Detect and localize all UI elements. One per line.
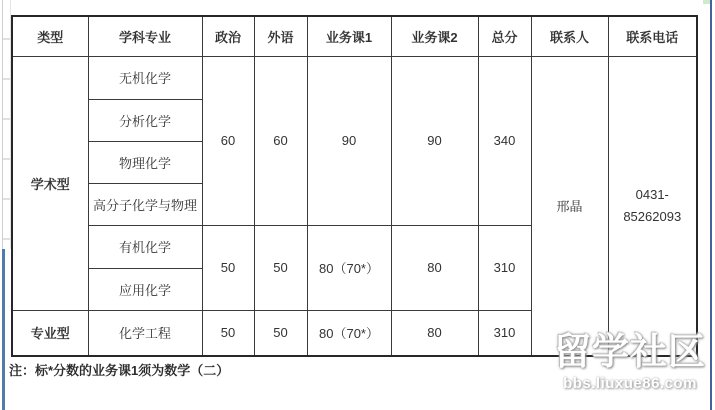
major-cell: 应用化学 (88, 268, 202, 310)
footnote: 注：标*分数的业务课1须为数学（二） (9, 363, 230, 378)
major-cell: 化学工程 (88, 310, 202, 356)
left-blue-edge (2, 249, 5, 410)
header-type: 类型 (12, 16, 88, 56)
type-cell-academic: 学术型 (12, 56, 88, 310)
score-politics: 50 (202, 310, 254, 356)
admission-score-table (11, 15, 698, 357)
top-right-corner-accent (703, 0, 710, 4)
score-total: 310 (478, 225, 531, 310)
table-row (12, 56, 697, 99)
score-course1: 80（70*） (307, 310, 391, 356)
score-politics: 60 (202, 56, 254, 225)
header-foreign-language: 外语 (254, 16, 307, 56)
major-cell: 物理化学 (88, 141, 202, 183)
header-contact-phone: 联系电话 (608, 16, 697, 56)
right-blue-edge (710, 0, 712, 410)
score-course1: 90 (307, 56, 391, 225)
watermark-url: bbs.liuxue86.com (563, 374, 697, 392)
score-course2: 90 (391, 56, 478, 225)
major-cell: 有机化学 (88, 225, 202, 268)
type-cell-professional: 专业型 (12, 310, 88, 356)
score-politics: 50 (202, 225, 254, 310)
score-foreign: 50 (254, 310, 307, 356)
table-header-row (12, 16, 697, 56)
score-course2: 80 (391, 310, 478, 356)
major-cell: 分析化学 (88, 99, 202, 141)
contact-name-cell: 邢晶 (531, 56, 608, 356)
score-total: 310 (478, 310, 531, 356)
phone-line-2: 85262093 (623, 209, 682, 225)
header-total: 总分 (478, 16, 531, 56)
header-politics: 政治 (202, 16, 254, 56)
score-total: 340 (478, 56, 531, 225)
header-major: 学科专业 (88, 16, 202, 56)
major-cell: 高分子化学与物理 (88, 183, 202, 225)
score-foreign: 50 (254, 225, 307, 310)
contact-phone-cell (608, 56, 697, 356)
score-course2: 80 (391, 225, 478, 310)
watermark-logo-text: 留学社区 (554, 331, 706, 372)
phone-line-1: 0431- (635, 186, 669, 202)
header-course1: 业务课1 (307, 16, 391, 56)
left-page-edge (2, 0, 11, 249)
score-foreign: 60 (254, 56, 307, 225)
score-course1: 80（70*） (307, 225, 391, 310)
header-course2: 业务课2 (391, 16, 478, 56)
header-contact-name: 联系人 (531, 16, 608, 56)
major-cell: 无机化学 (88, 56, 202, 99)
